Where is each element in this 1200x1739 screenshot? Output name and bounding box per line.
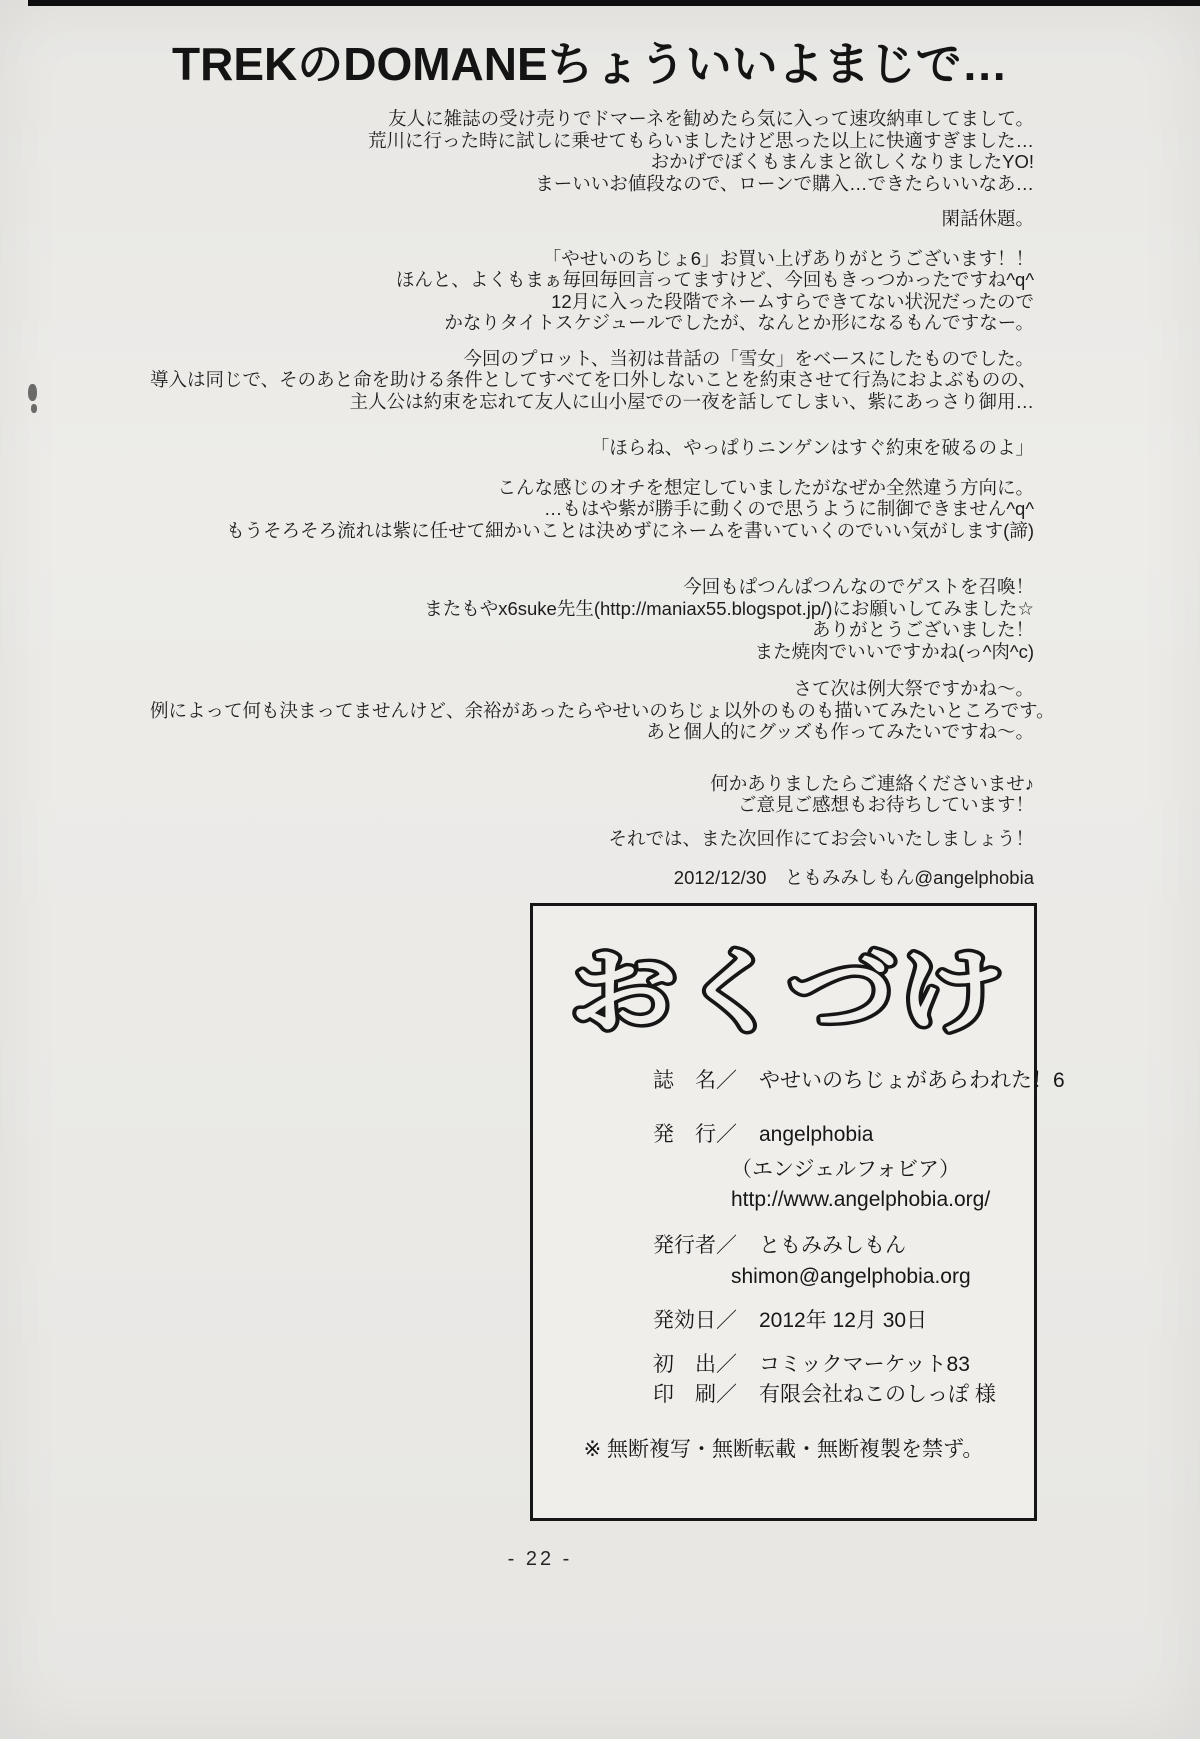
scan-edge-artifact — [28, 0, 1200, 6]
colophon-row — [653, 1350, 1034, 1380]
afterword-paragraph — [150, 108, 1034, 194]
colophon-row-value: angelphobia — [759, 1123, 874, 1146]
afterword-line: こんな感じのオチを想定していましたがなぜか全然違う方向に。 — [497, 476, 1034, 498]
scan-speck — [28, 384, 37, 401]
colophon-row-value: やせいのちじょがあらわれた！6 — [759, 1069, 1065, 1092]
afterword-line: おかげでぼくもまんまと欲しくなりましたYO! — [650, 151, 1034, 172]
afterword-line: 導入は同じで、そのあと命を助ける条件としてすべてを口外しないことを約束させて行為におよぶものの、 — [150, 369, 1037, 390]
colophon-title-text: おくづけ — [569, 942, 1005, 1044]
afterword-paragraph — [150, 477, 1034, 542]
colophon-box — [530, 903, 1065, 1521]
date-and-author-credit: 2012/12/30 ともみみしもん@angelphobia — [673, 867, 1034, 888]
colophon-rows — [533, 1066, 1065, 1410]
colophon-row-value: コミックマーケット83 — [759, 1353, 970, 1376]
afterword-text — [150, 108, 1055, 889]
afterword-paragraph — [150, 773, 1034, 816]
page-title: TREKのDOMANEちょういいよまじで… — [172, 38, 1008, 90]
afterword-line: 12月に入った段階でネームすらできてない状況だったので — [551, 290, 1034, 312]
afterword-line: 「ほらね、やっぱりニンゲンはすぐ約束を破るのよ」 — [590, 437, 1034, 458]
afterword-line: ありがとうございました！ — [811, 619, 1034, 640]
afterword-line: 主人公は約束を忘れて友人に山小屋での一夜を話してしまい、紫にあっさり御用… — [349, 390, 1034, 412]
afterword-line: 荒川に行った時に試しに乗せてもらいましたけど思った以上に快適すぎました… — [367, 129, 1034, 151]
colophon-row-label: 発効日／ — [653, 1309, 737, 1332]
colophon-row-subvalue: （エンジェルフォビア） — [731, 1158, 961, 1181]
afterword-line: あと個人的にグッズも作ってみたいですね〜。 — [646, 721, 1034, 742]
afterword-line: 何かありましたらご連絡くださいませ♪ — [710, 772, 1034, 794]
afterword-line: 今回もぱつんぱつんなのでゲストを召喚！ — [683, 576, 1034, 597]
afterword-paragraphs — [150, 108, 1055, 849]
colophon-row-label: 誌 名／ — [653, 1069, 737, 1092]
afterword-line: それでは、また次回作にてお会いいたしましょう！ — [608, 827, 1034, 849]
colophon-row-value: ともみみしもん — [759, 1234, 906, 1257]
afterword-line: ご意見ご感想もお待ちしています！ — [737, 794, 1034, 815]
afterword-line: 友人に雑誌の受け売りでドマーネを勧めたら気に入って速攻納車してまして。 — [388, 108, 1034, 129]
afterword-line: …もはや紫が勝手に動くので思うように制御できません^q^ — [543, 498, 1034, 519]
colophon-row-label: 印 刷／ — [653, 1383, 737, 1406]
afterword-paragraph — [150, 678, 1055, 743]
colophon-row-label: 発 行／ — [653, 1123, 737, 1146]
afterword-paragraph — [150, 828, 1034, 850]
copyright-notice: ※ 無断複写・無断転載・無断複製を禁ず。 — [583, 1438, 984, 1461]
afterword-line: 閑話休題。 — [941, 208, 1034, 229]
afterword-line: 「やせいのちじょ6」お買い上げありがとうございます！！ — [542, 247, 1034, 269]
colophon-row — [653, 1380, 1034, 1410]
colophon-row-label: 発行者／ — [653, 1234, 737, 1257]
colophon-row-value: 有限会社ねこのしっぽ 様 — [759, 1383, 996, 1406]
afterword-paragraph — [150, 576, 1034, 662]
colophon-row — [653, 1231, 1034, 1261]
afterword-paragraph — [150, 347, 1037, 413]
afterword-line: もうそろそろ流れは紫に任せて細かいことは決めずにネームを書いていくのでいい気がします(諦) — [226, 519, 1034, 541]
colophon-row — [653, 1066, 1065, 1096]
scan-speck — [31, 404, 37, 413]
afterword-line: 例によって何も決まってませんけど、余裕があったらやせいのちじょ以外のものも描いてみたいところです。 — [150, 699, 1055, 721]
afterword-line: 今回のプロット、当初は昔話の「雪女」をベースにしたものでした。 — [463, 347, 1034, 369]
afterword-line: またもやx6suke先生(http://maniax55.blogspot.jp/)にお願いしてみました☆ — [424, 597, 1034, 619]
colophon-row-value: 2012年 12月 30日 — [759, 1309, 928, 1332]
afterword-paragraph — [150, 208, 1034, 230]
afterword-line: かなりタイトスケジュールでしたが、なんとか形になるもんですなー。 — [444, 312, 1034, 333]
afterword-paragraph — [150, 437, 1034, 459]
afterword-line: まーいいお値段なので、ローンで購入…できたらいいなあ… — [535, 172, 1034, 194]
afterword-paragraph — [150, 248, 1034, 334]
colophon-row-subvalue: shimon@angelphobia.org — [731, 1265, 971, 1288]
afterword-line: また焼肉でいいですかね(っ^肉^c) — [754, 640, 1034, 662]
colophon-row-subvalue: http://www.angelphobia.org/ — [731, 1188, 991, 1211]
afterword-line: ほんと、よくもまぁ毎回毎回言ってますけど、今回もきっつかったですね^q^ — [395, 269, 1034, 290]
okuzuke-outline-lettering — [561, 928, 1013, 1050]
colophon-row — [653, 1306, 1034, 1336]
colophon-row-label: 初 出／ — [653, 1353, 737, 1376]
afterword-line: さて次は例大祭ですかね〜。 — [793, 678, 1034, 699]
page-number: - 22 - — [507, 1548, 573, 1570]
colophon-row — [653, 1120, 1034, 1150]
colophon-title-art — [561, 928, 1013, 1050]
